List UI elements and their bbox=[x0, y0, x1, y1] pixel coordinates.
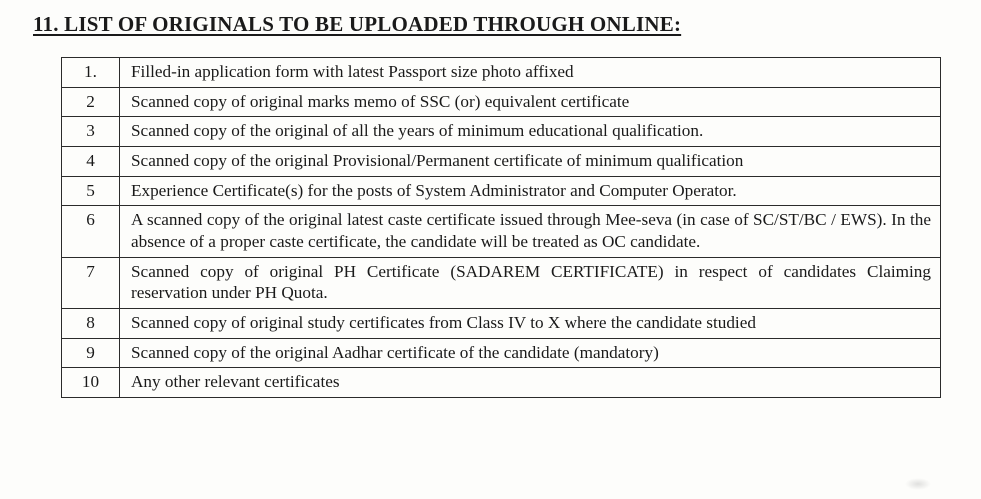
page-title: 11. LIST OF ORIGINALS TO BE UPLOADED THROUGH ONLINE: bbox=[33, 12, 682, 36]
row-description: Scanned copy of the original of all the years of minimum educational qualification. bbox=[120, 117, 941, 147]
row-description: Scanned copy of original PH Certificate (SADAREM CERTIFICATE) in respect of candidates Claiming reservation under PH Quota. bbox=[120, 257, 941, 308]
row-number: 10 bbox=[62, 368, 120, 398]
table-row bbox=[62, 206, 941, 257]
table-row bbox=[62, 147, 941, 177]
row-number: 8 bbox=[62, 309, 120, 339]
table-row bbox=[62, 368, 941, 398]
row-description: Filled-in application form with latest Passport size photo affixed bbox=[120, 58, 941, 88]
table-row bbox=[62, 117, 941, 147]
row-number: 9 bbox=[62, 338, 120, 368]
row-description: Scanned copy of original study certificates from Class IV to X where the candidate studied bbox=[120, 309, 941, 339]
table-row bbox=[62, 257, 941, 308]
row-description: Scanned copy of the original Provisional/Permanent certificate of minimum qualification bbox=[120, 147, 941, 177]
row-number: 3 bbox=[62, 117, 120, 147]
scan-smudge bbox=[905, 478, 931, 490]
row-number: 2 bbox=[62, 87, 120, 117]
row-description: Scanned copy of the original Aadhar certificate of the candidate (mandatory) bbox=[120, 338, 941, 368]
table-row bbox=[62, 58, 941, 88]
table-body bbox=[62, 58, 941, 398]
table-row bbox=[62, 87, 941, 117]
row-number: 5 bbox=[62, 176, 120, 206]
row-description: A scanned copy of the original latest caste certificate issued through Mee-seva (in case of SC/ST/BC / EWS). In the absence of a proper caste certificate, the candidate will be treated as OC candidate. bbox=[120, 206, 941, 257]
table-row bbox=[62, 338, 941, 368]
row-description: Scanned copy of original marks memo of SSC (or) equivalent certificate bbox=[120, 87, 941, 117]
row-number: 4 bbox=[62, 147, 120, 177]
row-number: 6 bbox=[62, 206, 120, 257]
row-description: Experience Certificate(s) for the posts of System Administrator and Computer Operator. bbox=[120, 176, 941, 206]
row-number: 7 bbox=[62, 257, 120, 308]
table-row bbox=[62, 176, 941, 206]
originals-list-table bbox=[61, 57, 941, 398]
row-number: 1. bbox=[62, 58, 120, 88]
row-description: Any other relevant certificates bbox=[120, 368, 941, 398]
table-row bbox=[62, 309, 941, 339]
